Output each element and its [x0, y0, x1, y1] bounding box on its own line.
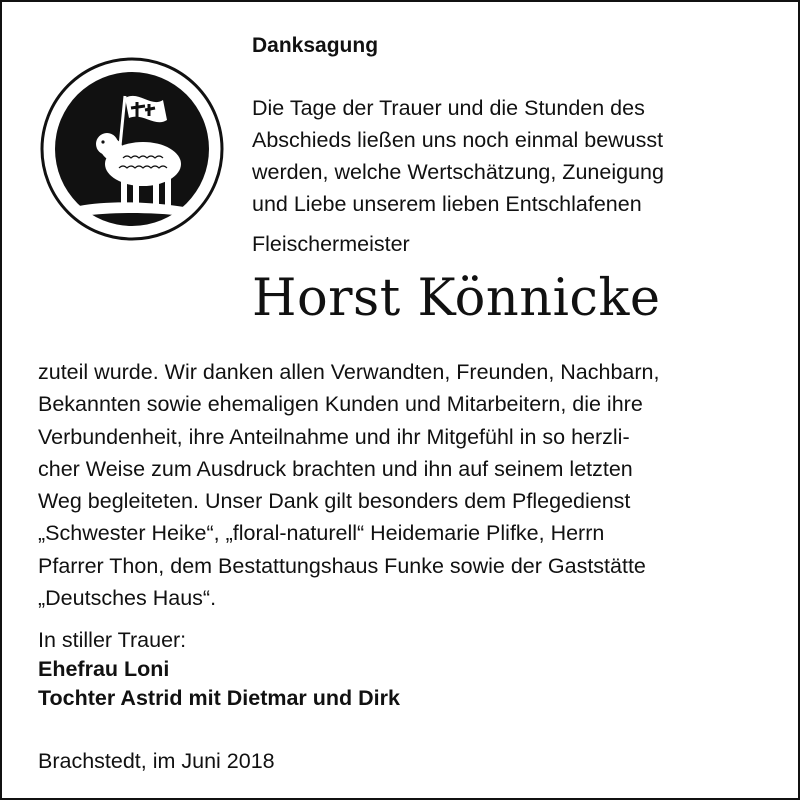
mourner-name: Tochter Astrid mit Dietmar und Dirk	[38, 686, 400, 710]
intro-line: Abschieds ließen uns noch einmal bewusst	[252, 128, 664, 152]
body-line: Pfarrer Thon, dem Bestattungshaus Funke sowie der Gaststätte	[38, 553, 646, 578]
closing-intro: In stiller Trauer:	[38, 628, 187, 652]
body-line: Bekannten sowie ehemaligen Kunden und Mitarbeitern, die ihre	[38, 392, 643, 417]
intro-text	[252, 92, 772, 220]
heading: Danksagung	[252, 34, 379, 57]
profession: Fleischermeister	[252, 232, 410, 256]
body-text	[38, 356, 778, 614]
body-line: „Deutsches Haus“.	[38, 586, 217, 611]
closing-block	[38, 626, 400, 713]
intro-line: und Liebe unserem lieben Entschlafenen	[252, 192, 642, 216]
deceased-name: Horst Könnicke	[252, 269, 661, 328]
body-line: Verbundenheit, ihre Anteilnahme und ihr Mitgefühl in so herzli-	[38, 424, 630, 449]
body-line: cher Weise zum Ausdruck brachten und ihn auf seinem letzten	[38, 456, 633, 481]
intro-line: Die Tage der Trauer und die Stunden des	[252, 96, 645, 120]
intro-line: werden, welche Wertschätzung, Zuneigung	[252, 160, 664, 184]
lamb-of-god-icon	[39, 56, 225, 242]
body-line: zuteil wurde. Wir danken allen Verwandten, Freunden, Nachbarn,	[38, 360, 660, 384]
body-line: „Schwester Heike“, „floral-naturell“ Heidemarie Plifke, Herrn	[38, 521, 605, 546]
mourner-name: Ehefrau Loni	[38, 657, 170, 681]
place-date: Brachstedt, im Juni 2018	[38, 749, 275, 773]
body-line: Weg begleiteten. Unser Dank gilt besonders dem Pflegedienst	[38, 489, 631, 514]
